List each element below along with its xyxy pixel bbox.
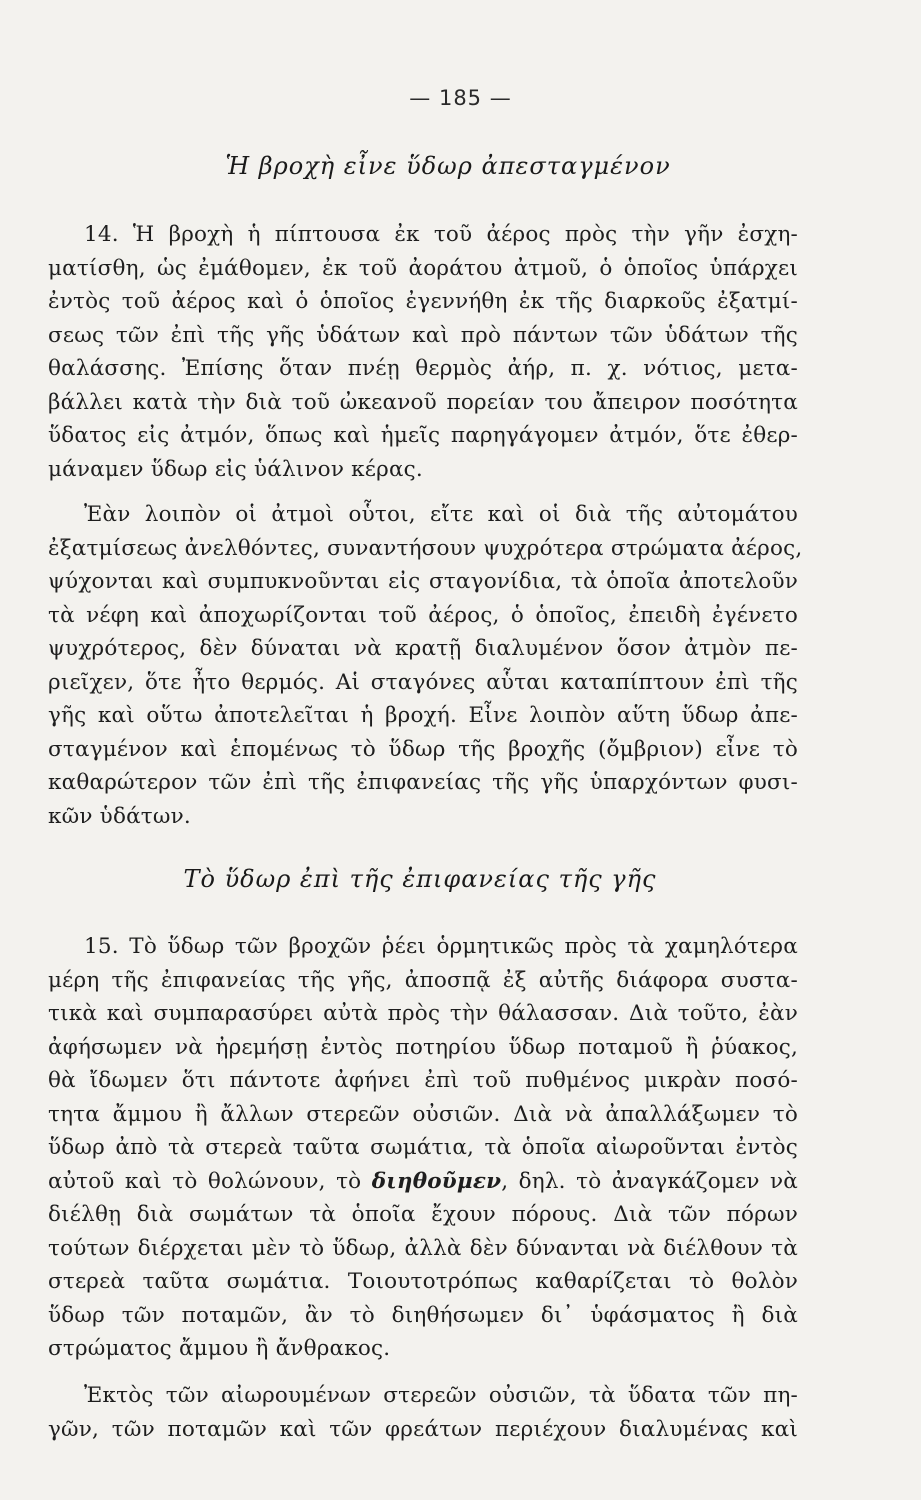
text-line: σεως τῶν ἐπὶ τῆς γῆς ὑδάτων καὶ πρὸ πάντων τῶν ὑδάτων τῆς — [48, 322, 798, 348]
text-line: στρώματος ἄμμου ἢ ἄνθρακος. — [48, 1336, 391, 1361]
text-line: 15. Τὸ ὕδωρ τῶν βροχῶν ῥέει ὁρμητικῶς πρὸς τὰ χαμηλότερα — [84, 934, 798, 959]
emphasized-term: διηθοῦμεν — [371, 1168, 502, 1194]
text-line: ματίσθη, ὡς ἐμάθομεν, ἐκ τοῦ ἀοράτου ἀτμοῦ, ὁ ὁποῖος ὑπάρχει — [48, 255, 798, 281]
text-line: γῶν, τῶν ποταμῶν καὶ τῶν φρεάτων περιέχουν διαλυμένας καὶ — [48, 1416, 798, 1442]
text-line: μάναμεν ὕδωρ εἰς ὑάλινον κέρας. — [48, 456, 423, 482]
text-line: διέλθῃ διὰ σωμάτων τὰ ὁποῖα ἔχουν πόρους. Διὰ τῶν πόρων — [48, 1202, 798, 1227]
text-line: τικὰ καὶ συμπαρασύρει αὐτὰ πρὸς τὴν θάλασσαν. Διὰ τοῦτο, ἐὰν — [48, 1001, 798, 1026]
text-line: Ἐὰν λοιπὸν οἱ ἀτμοὶ οὗτοι, εἴτε καὶ οἱ διὰ τῆς αὐτομάτου — [84, 502, 798, 527]
text-line: ὕδωρ ἀπὸ τὰ στερεὰ ταῦτα σωμάτια, τὰ ὁποῖα αἰωροῦνται ἐντὸς — [48, 1135, 798, 1160]
paragraph-condensation — [48, 498, 803, 833]
text-line: μέρη τῆς ἐπιφανείας τῆς γῆς, ἀποσπᾷ ἐξ αὐτῆς διάφορα συστα- — [48, 967, 798, 993]
text-line: βάλλει κατὰ τὴν διὰ τοῦ ὠκεανοῦ πορείαν του ἄπειρον ποσότητα — [48, 389, 798, 415]
text-line: ἐντὸς τοῦ ἀέρος καὶ ὁ ὁποῖος ἐγεννήθη ἐκ τῆς διαρκοῦς ἐξατμί- — [48, 289, 798, 314]
paragraph-15 — [48, 930, 798, 1366]
text-line: στερεὰ ταῦτα σωμάτια. Τοιουτοτρόπως καθαρίζεται τὸ θολὸν — [48, 1269, 798, 1294]
paragraph-dissolved-substances — [48, 1379, 798, 1446]
text-line: ὕδατος εἰς ἀτμόν, ὅπως καὶ ἡμεῖς παρηγάγομεν ἀτμόν, ὅτε ἐθερ- — [48, 423, 798, 448]
section-heading-surface-water: Τὸ ὕδωρ ἐπὶ τῆς ἐπιφανείας τῆς γῆς — [183, 865, 657, 893]
text-line: ἐξατμίσεως ἀνελθόντες, συναντήσουν ψυχρότερα στρώματα ἀέρος, — [48, 535, 803, 561]
text-line: τὰ νέφη καὶ ἀποχωρίζονται τοῦ ἀέρος, ὁ ὁποῖος, ἐπειδὴ ἐγένετο — [48, 602, 798, 628]
text-line-with-emphasis — [48, 1165, 798, 1199]
text-line: ψυχρότερος, δὲν δύναται νὰ κρατῇ διαλυμένον ὅσον ἀτμὸν πε- — [48, 636, 798, 661]
text-line: τούτων διέρχεται μὲν τὸ ὕδωρ, ἀλλὰ δὲν δύνανται νὰ διέλθουν τὰ — [48, 1235, 798, 1261]
text-line: σταγμένον καὶ ἑπομένως τὸ ὕδωρ τῆς βροχῆς (ὄμβριον) εἶνε τὸ — [48, 736, 798, 762]
section-heading-rain: Ἡ βροχὴ εἶνε ὕδωρ ἀπεσταγμένον — [225, 152, 671, 180]
text-line: κῶν ὑδάτων. — [48, 803, 191, 829]
text-line: Ἐκτὸς τῶν αἰωρουμένων στερεῶν οὐσιῶν, τὰ ὕδατα τῶν πη- — [84, 1383, 798, 1408]
text-line: ριεῖχεν, ὅτε ἦτο θερμός. Αἱ σταγόνες αὗται καταπίπτουν ἐπὶ τῆς — [48, 669, 798, 695]
text-line: καθαρώτερον τῶν ἐπὶ τῆς ἐπιφανείας τῆς γῆς ὑπαρχόντων φυσι- — [48, 770, 798, 795]
text-fragment: , δηλ. τὸ ἀναγκάζομεν νὰ — [501, 1168, 798, 1194]
text-fragment: αὐτοῦ καὶ τὸ θολώνουν, τὸ — [48, 1168, 362, 1194]
text-line: θὰ ἴδωμεν ὅτι πάντοτε ἀφήνει ἐπὶ τοῦ πυθμένος μικρὰν ποσό- — [48, 1068, 798, 1093]
paragraph-14 — [48, 218, 798, 486]
text-line: γῆς καὶ οὕτω ἀποτελεῖται ἡ βροχή. Εἶνε λοιπὸν αὕτη ὕδωρ ἀπε- — [48, 703, 798, 728]
text-line: θαλάσσης. Ἐπίσης ὅταν πνέῃ θερμὸς ἀήρ, π. χ. νότιος, μετα- — [48, 356, 798, 381]
text-line: ψύχονται καὶ συμπυκνοῦνται εἰς σταγονίδια, τὰ ὁποῖα ἀποτελοῦν — [48, 569, 798, 594]
page-number: — 185 — — [409, 86, 512, 110]
text-line: ἀφήσωμεν νὰ ἠρεμήσῃ ἐντὸς ποτηρίου ὕδωρ ποταμοῦ ἢ ῥύακος, — [48, 1034, 798, 1060]
text-line: τητα ἄμμου ἢ ἄλλων στερεῶν οὐσιῶν. Διὰ νὰ ἀπαλλάξωμεν τὸ — [48, 1101, 798, 1127]
text-line: ὕδωρ τῶν ποταμῶν, ἂν τὸ διηθήσωμεν δι᾿ ὑφάσματος ἢ διὰ — [48, 1302, 798, 1328]
text-line: 14. Ἡ βροχὴ ἡ πίπτουσα ἐκ τοῦ ἀέρος πρὸς τὴν γῆν ἐσχη- — [84, 222, 798, 247]
